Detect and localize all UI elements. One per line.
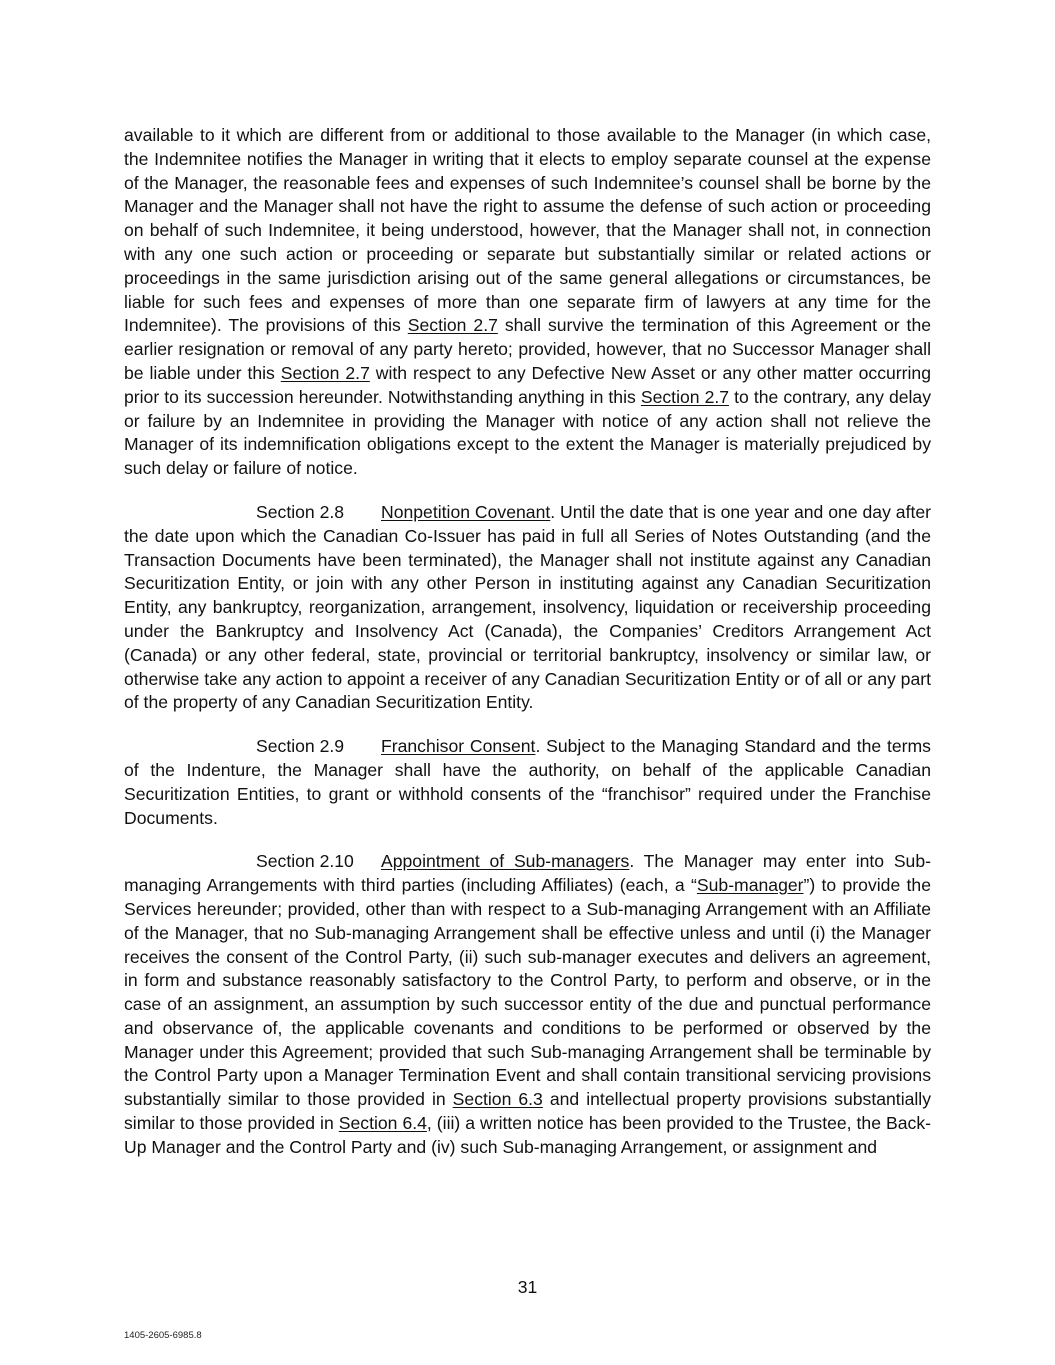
document-id: 1405-2605-6985.8: [124, 1330, 202, 1341]
section-heading: Nonpetition Covenant: [381, 501, 551, 522]
paragraph-indemnification-continued: available to it which are different from or additional to those available to the Manager (in which case, the Indemnitee notifies the Manager in writing that it elects to employ separate counsel at the expense of the Manager, the reasonable fees and expenses of such Indemnitee’s counsel shall be borne by the Manager and the Manager shall not have the right to assume the defense of such action or proceeding on behalf of such Indemnitee, it being understood, however, that the Manager shall not, in connection with any one such action or proceeding or separate but substantially similar or related actions or proceedings in the same jurisdiction arising out of the same general allegations or circumstances, be liable for such fees and expenses of more than one separate firm of lawyers at any time for the Indemnitee). The provisions of this Section 2.7 shall survive the termination of this Agreement or the earlier resignation or removal of any party hereto; provided, however, that no Successor Manager shall be liable under this Section 2.7 with respect to any Defective New Asset or any other matter occurring prior to its succession hereunder. Notwithstanding anything in this Section 2.7 to the contrary, any delay or failure by an Indemnitee in providing the Manager with notice of any action shall not relieve the Manager of its indemnification obligations except to the extent the Manager is materially prejudiced by such delay or failure of notice.: [124, 125, 932, 479]
section-number: Section 2.10: [256, 851, 354, 872]
section-2-10: Section 2.10 Appointment of Sub-managers. The Manager may enter into Sub-managing Arrangements with third parties (including Affiliates) (each, a “Sub-manager”) to provide the Services hereunder; provided, other than with respect to a Sub-managing Arrangement with an Affiliate of the Manager, that no Sub-managing Arrangement shall be effective unless and until (i) the Manager receives the consent of the Control Party, (ii) such sub-manager executes and delivers an agreement, in form and substance reasonably satisfactory to the Control Party, to perform and observe, or in the case of an assignment, an assumption by such successor entity of the due and punctual performance and observance of, the applicable covenants and conditions to be performed or observed by the Manager under this Agreement; provided that such Sub-managing Arrangement shall be terminable by the Control Party upon a Manager Termination Event and shall contain transitional servicing provisions substantially similar to those provided in Section 6.3 and intellectual property provisions substantially similar to those provided in Section 6.4, (iii) a written notice has been provided to the Trustee, the Back-Up Manager and the Control Party and (iv) such Sub-managing Arrangement, or assignment and: [124, 851, 932, 1157]
section-heading: Franchisor Consent: [381, 736, 536, 757]
cross-reference: Section 6.4: [338, 1113, 427, 1134]
cross-reference: Section 2.7: [407, 315, 498, 336]
section-heading: Appointment of Sub-managers: [381, 851, 630, 872]
page-number: 31: [517, 1277, 538, 1297]
defined-term: Sub-manager: [696, 875, 804, 896]
cross-reference: Section 6.3: [452, 1089, 543, 1110]
section-number: Section 2.9: [256, 736, 345, 757]
cross-reference: Section 2.7: [640, 386, 730, 407]
section-number: Section 2.8: [256, 501, 345, 522]
section-2-9: Section 2.9 Franchisor Consent. Subject to the Managing Standard and the terms of the Indenture, the Manager shall have the authority, on behalf of the applicable Canadian Securitization Entities, to grant or withhold consents of the “franchisor” required under the Franchise Documents.: [124, 736, 931, 828]
document-body: [124, 124, 931, 1160]
cross-reference: Section 2.7: [280, 362, 370, 383]
section-2-8: Section 2.8 Nonpetition Covenant. Until the date that is one year and one day after the date upon which the Canadian Co-Issuer has paid in full all Series of Notes Outstanding (and the Transaction Documents have been terminated), the Manager shall not institute against any Canadian Securitization Entity, or join with any other Person in instituting against any Canadian Securitization Entity, any bankruptcy, reorganization, arrangement, insolvency, liquidation or receivership proceeding under the Bankruptcy and Insolvency Act (Canada), the Companies’ Creditors Arrangement Act (Canada) or any other federal, state, provincial or territorial bankruptcy, insolvency or similar law, or otherwise take any action to appoint a receiver of any Canadian Securitization Entity or of all or any part of the property of any Canadian Securitization Entity.: [124, 501, 932, 713]
